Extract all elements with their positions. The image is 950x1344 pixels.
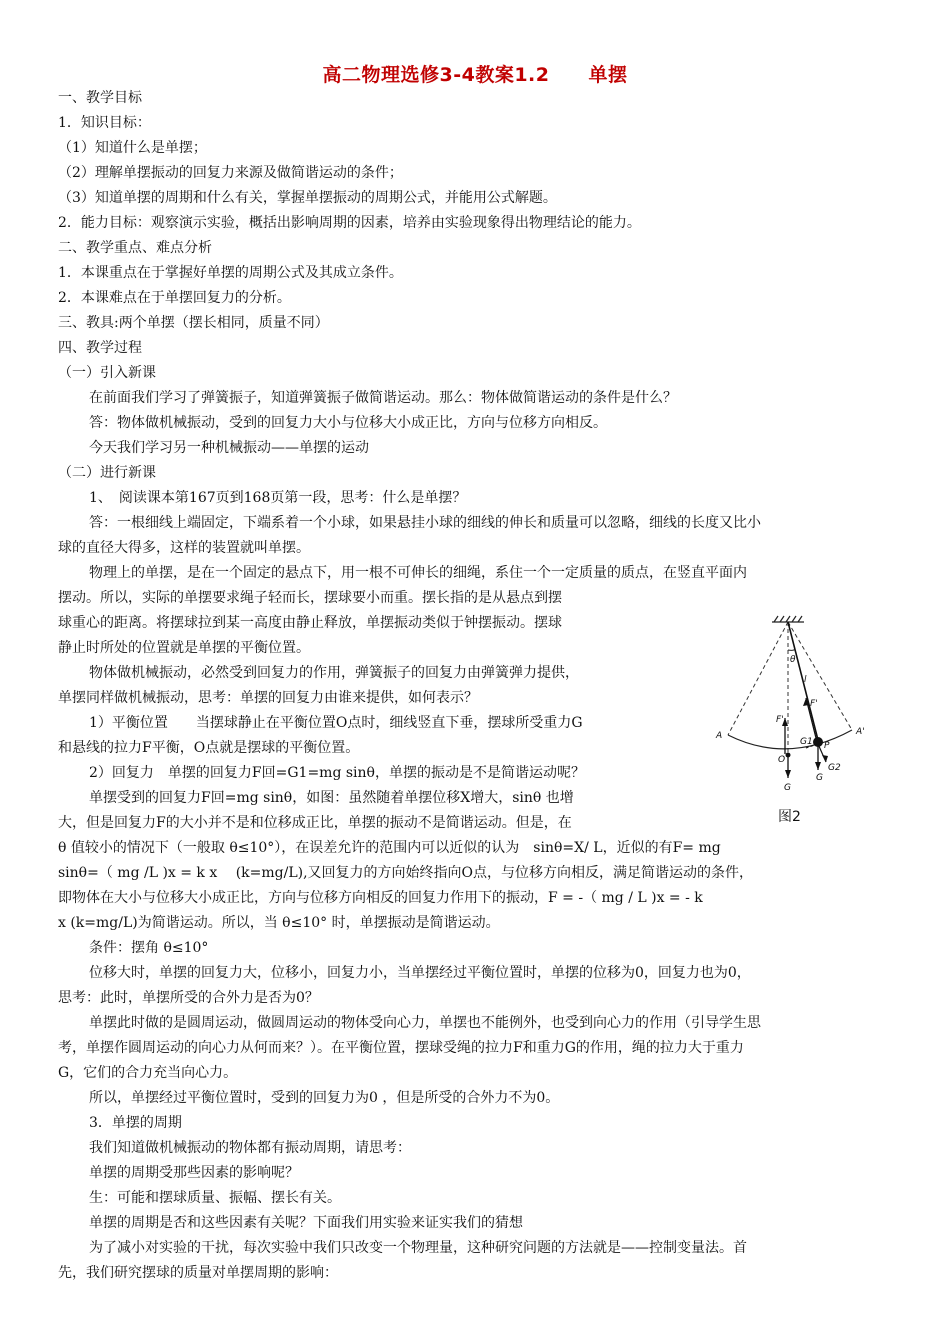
text-line: 1．知识目标： xyxy=(58,115,151,131)
label-a: A xyxy=(716,731,723,741)
text-line: （2）理解单摆振动的回复力来源及做简谐运动的条件； xyxy=(58,165,403,181)
label-g2: G2 xyxy=(828,763,841,773)
text-line: 在前面我们学习了弹簧振子，知道弹簧振子做简谐运动。那么：物体做简谐运动的条件是什么？ xyxy=(89,390,677,406)
text-line: （3）知道单摆的周期和什么有关，掌握单摆振动的周期公式，并能用公式解题。 xyxy=(58,190,557,206)
section-heading: 四、教学过程 xyxy=(58,340,142,356)
text-line: （1）知道什么是单摆； xyxy=(58,140,207,156)
text-line: 物体做机械振动，必然受到回复力的作用，弹簧振子的回复力由弹簧弹力提供， xyxy=(89,665,579,681)
text-line: 单摆此时做的是圆周运动，做圆周运动的物体受向心力，单摆也不能例外，也受到向心力的作用（引导学生思 xyxy=(89,1015,761,1031)
text-line: 1、 阅读课本第167页到168页第一段，思考：什么是单摆？ xyxy=(89,490,467,506)
text-line: x (k=mg/L)为简谐运动。所以，当 θ≤10° 时，单摆振动是简谐运动。 xyxy=(58,915,500,931)
label-f-prime-left: F' xyxy=(776,715,784,725)
pendulum-string xyxy=(788,622,818,740)
figure-caption: 图2 xyxy=(778,809,801,825)
text-line: 2．能力目标：观察演示实验，概括出影响周期的因素，培养由实验现象得出物理结论的能力。 xyxy=(58,215,641,231)
text-line: 静止时所处的位置就是单摆的平衡位置。 xyxy=(58,640,310,656)
text-line: 大，但是回复力F的大小并不是和位移成正比，单摆的振动不是简谐运动。但是，在 xyxy=(58,815,572,831)
text-line: （一）引入新课 xyxy=(58,365,156,381)
label-p: P xyxy=(824,741,830,751)
text-line: 单摆同样做机械振动，思考：单摆的回复力由谁来提供，如何表示？ xyxy=(58,690,478,706)
text-line: 所以，单摆经过平衡位置时，受到的回复力为0 ，但是所受的合外力不为0。 xyxy=(89,1090,560,1106)
swing-arc xyxy=(728,730,852,749)
ceiling-support xyxy=(772,616,804,622)
label-theta: θ xyxy=(790,655,796,665)
text-line: 考，单摆作圆周运动的向心力从何而来？）。在平衡位置，摆球受绳的拉力F和重力G的作用，绳的拉力大于重力 xyxy=(58,1040,744,1056)
text-line: 今天我们学习另一种机械振动——单摆的运动 xyxy=(89,440,369,456)
label-a-prime: A' xyxy=(856,727,865,737)
text-line: 思考：此时，单摆所受的合外力是否为0？ xyxy=(58,990,319,1006)
text-line: 我们知道做机械振动的物体都有振动周期，请思考： xyxy=(89,1140,411,1156)
text-line: 1．本课重点在于掌握好单摆的周期公式及其成立条件。 xyxy=(58,265,403,281)
text-line: 单摆的周期是否和这些因素有关呢？下面我们用实验来证实我们的猜想 xyxy=(89,1215,523,1231)
text-line: 物理上的单摆，是在一个固定的悬点下，用一根不可伸长的细绳，系住一个一定质量的质点，在竖直平面内 xyxy=(89,565,747,581)
text-line: 先，我们研究摆球的质量对单摆周期的影响： xyxy=(58,1265,338,1281)
text-line: 条件：摆角 θ≤10° xyxy=(89,940,209,956)
text-line: 2）回复力 单摆的回复力F回=G1=mg sinθ，单摆的振动是不是简谐运动呢？ xyxy=(89,765,585,781)
text-line: 位移大时，单摆的回复力大，位移小，回复力小，当单摆经过平衡位置时，单摆的位移为0，回复力也为0， xyxy=(89,965,751,981)
text-line: 1）平衡位置 当摆球静止在平衡位置O点时，细线竖直下垂，摆球所受重力G xyxy=(89,715,583,731)
text-line: 摆动。所以，实际的单摆要求绳子轻而长，摆球要小而重。摆长指的是从悬点到摆 xyxy=(58,590,562,606)
section-heading: 三、教具:两个单摆（摆长相同，质量不同） xyxy=(58,315,329,331)
pendulum-diagram xyxy=(700,610,900,800)
text-line: 生：可能和摆球质量、振幅、摆长有关。 xyxy=(89,1190,341,1206)
dashed-right-string xyxy=(788,622,852,730)
text-line: G，它们的合力充当向心力。 xyxy=(58,1065,238,1081)
label-l: l xyxy=(804,675,807,685)
section-heading: 二、教学重点、难点分析 xyxy=(58,240,212,256)
text-line: 为了减小对实验的干扰，每次实验中我们只改变一个物理量，这种研究问题的方法就是——控制变量法。首 xyxy=(89,1240,747,1256)
section-heading: 3．单摆的周期 xyxy=(89,1115,182,1131)
text-line: 答：一根细线上端固定，下端系着一个小球，如果悬挂小球的细线的伸长和质量可以忽略，细线的长度又比小 xyxy=(89,515,761,531)
text-line: 单摆受到的回复力F回=mg sinθ，如图：虽然随着单摆位移X增大，sinθ 也增 xyxy=(89,790,574,806)
text-line: 单摆的周期受那些因素的影响呢？ xyxy=(89,1165,299,1181)
text-line: 答：物体做机械振动，受到的回复力大小与位移大小成正比，方向与位移方向相反。 xyxy=(89,415,607,431)
text-line: θ 值较小的情况下（一般取 θ≤10°），在误差允许的范围内可以近似的认为 sinθ=X/ L，近似的有F= mg xyxy=(58,840,721,856)
text-line: 球重心的距离。将摆球拉到某一高度由静止释放，单摆振动类似于钟摆振动。摆球 xyxy=(58,615,562,631)
text-line: sinθ=（ mg /L )x = k x (k=mg/L),又回复力的方向始终指向O点，与位移方向相反，满足简谐运动的条件， xyxy=(58,865,754,881)
document-title: 高二物理选修3-4教案1.2 单摆 xyxy=(322,64,628,86)
equilibrium-point xyxy=(786,753,791,758)
text-line: 和悬线的拉力F平衡，O点就是摆球的平衡位置。 xyxy=(58,740,360,756)
label-f-prime-right: F' xyxy=(810,699,818,709)
label-g-left: G xyxy=(784,783,791,793)
section-heading: 一、教学目标 xyxy=(58,90,142,106)
text-line: 即物体在大小与位移大小成正比，方向与位移方向相反的回复力作用下的振动，F = -（ mg / L )x = - k xyxy=(58,890,703,906)
label-o: O xyxy=(778,755,786,765)
label-g-right: G xyxy=(816,773,823,783)
label-g1: G1 xyxy=(800,737,813,747)
text-line: 2．本课难点在于单摆回复力的分析。 xyxy=(58,290,291,306)
angle-arc xyxy=(788,649,795,650)
text-line: （二）进行新课 xyxy=(58,465,156,481)
text-line: 球的直径大得多，这样的装置就叫单摆。 xyxy=(58,540,310,556)
